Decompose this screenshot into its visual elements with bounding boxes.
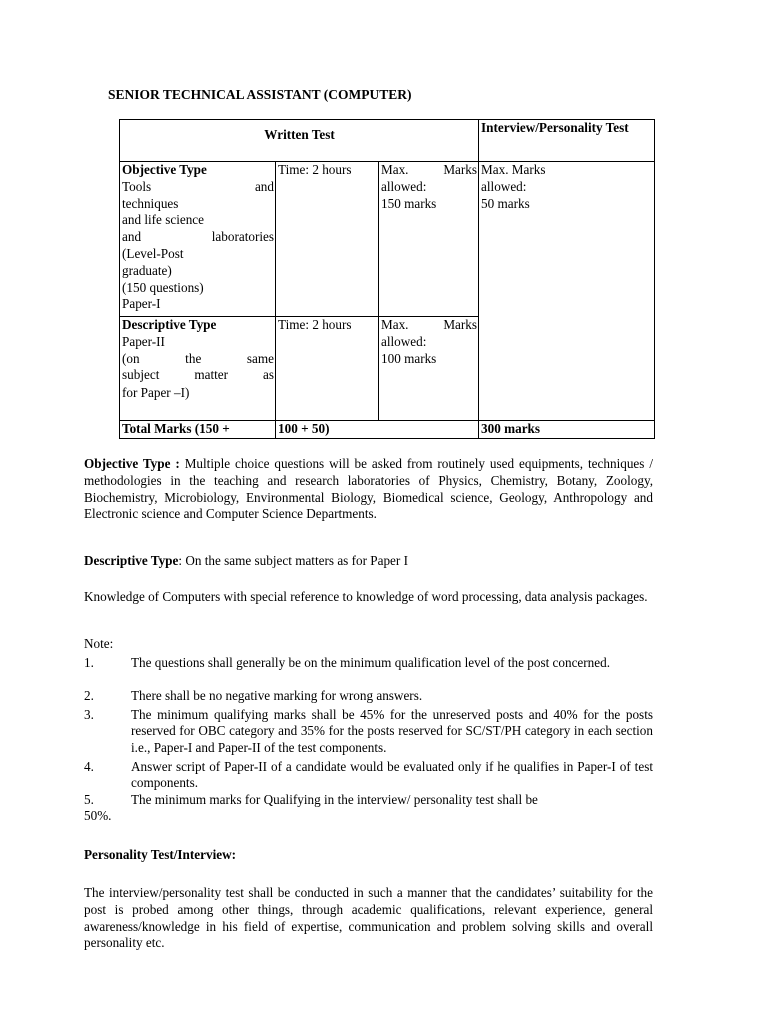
note-item bbox=[84, 688, 653, 704]
note-label: Note: bbox=[84, 636, 114, 651]
descriptive-max-marks-line: 100 marks bbox=[381, 350, 437, 366]
note-number: 2. bbox=[84, 688, 94, 703]
note-text: The questions shall generally be on the minimum qualification level of the post concerned. bbox=[131, 655, 611, 670]
interview-marks-line: 50 marks bbox=[481, 195, 530, 211]
note-number: 3. bbox=[84, 707, 94, 722]
note-item bbox=[84, 759, 653, 792]
descriptive-max-marks-line: Max. Marks bbox=[381, 317, 478, 332]
objective-max-marks-line: allowed: bbox=[381, 178, 427, 194]
descriptive-desc-line: for Paper –I) bbox=[122, 385, 190, 401]
note-text-tail: 50%. bbox=[84, 808, 112, 824]
descriptive-type-paragraph bbox=[84, 553, 653, 570]
objective-type-para-text: Multiple choice questions will be asked from routinely used equipments, techniques / methodologies in the teaching and research laboratories of Physics, Chemistry, Botany, Zoology, Biochemistry, Microbiology, Environmental Biology, Biomedical science, Geology, Anthropology and Electronic science and Computer Science Departments. bbox=[84, 456, 653, 522]
descriptive-max-marks-line: allowed: bbox=[381, 333, 427, 349]
objective-desc-line: graduate) bbox=[122, 262, 172, 278]
objective-desc-line: (Level-Post bbox=[122, 245, 184, 261]
descriptive-type-para-label: Descriptive Type bbox=[84, 553, 179, 568]
note-text: The minimum qualifying marks shall be 45% for the unreserved posts and 40% for the posts reserved for OBC category and 35% for the posts reserved for SC/ST/PH category in each section i.e., Paper-I and Paper-II of the test components. bbox=[131, 707, 653, 755]
objective-desc-line: and life science bbox=[122, 212, 205, 228]
total-marks-value: 300 marks bbox=[479, 421, 655, 439]
personality-paragraph: The interview/personality test shall be conducted in such a manner that the candidates’ suitability for the post is probed among other things, through academic qualifications, relevant experience, general awareness/knowledge in his field of expertise, communication and problem solving skills and overall personality etc. bbox=[84, 885, 653, 951]
objective-desc-line: Paper-I bbox=[122, 296, 161, 312]
note-text: There shall be no negative marking for wrong answers. bbox=[131, 688, 423, 703]
objective-type-para-label: Objective Type : bbox=[84, 456, 180, 471]
written-test-header: Written Test bbox=[120, 120, 479, 162]
note-item bbox=[84, 655, 653, 671]
note-item bbox=[84, 707, 653, 756]
objective-max-marks-line: 150 marks bbox=[381, 195, 437, 211]
descriptive-desc-line: Paper-II bbox=[122, 333, 165, 349]
personality-heading: Personality Test/Interview: bbox=[84, 847, 237, 862]
objective-desc-line: Tools and bbox=[122, 178, 274, 194]
objective-desc-line: and laboratories bbox=[122, 229, 274, 245]
objective-time-cell: Time: 2 hours bbox=[276, 162, 379, 317]
interview-header: Interview/Personality Test bbox=[479, 120, 655, 162]
objective-desc-line: techniques bbox=[122, 195, 179, 211]
descriptive-desc-line: (on the same bbox=[122, 350, 274, 366]
objective-type-cell bbox=[120, 162, 276, 317]
note-item bbox=[84, 792, 653, 825]
note-number: 5. bbox=[84, 792, 94, 807]
knowledge-paragraph: Knowledge of Computers with special reference to knowledge of word processing, data analysis packages. bbox=[84, 589, 648, 604]
interview-marks-line: Max. Marks bbox=[481, 162, 546, 177]
objective-type-label: Objective Type bbox=[122, 162, 207, 177]
interview-marks-line: allowed: bbox=[481, 178, 527, 194]
table-row bbox=[120, 162, 655, 317]
descriptive-desc-line: subject matter as bbox=[122, 367, 274, 383]
descriptive-time-cell: Time: 2 hours bbox=[276, 317, 379, 421]
page-title: SENIOR TECHNICAL ASSISTANT (COMPUTER) bbox=[108, 87, 412, 102]
descriptive-type-para-text: : On the same subject matters as for Paper I bbox=[178, 553, 408, 568]
objective-max-marks-line: Max. Marks bbox=[381, 162, 478, 177]
note-text: The minimum marks for Qualifying in the interview/ personality test shall be bbox=[131, 792, 538, 807]
table-total-row bbox=[120, 421, 655, 439]
objective-max-marks-cell bbox=[379, 162, 479, 317]
total-marks-sum: 100 + 50) bbox=[276, 421, 479, 439]
descriptive-max-marks-cell bbox=[379, 317, 479, 421]
interview-marks-cell bbox=[479, 162, 655, 421]
note-number: 1. bbox=[84, 655, 94, 670]
descriptive-type-label: Descriptive Type bbox=[122, 317, 217, 332]
note-number: 4. bbox=[84, 759, 94, 774]
descriptive-type-cell bbox=[120, 317, 276, 421]
table-header-row bbox=[120, 120, 655, 162]
total-marks-label: Total Marks (150 + bbox=[120, 421, 276, 439]
objective-type-paragraph bbox=[84, 456, 653, 523]
objective-desc-line: (150 questions) bbox=[122, 279, 204, 295]
note-text: Answer script of Paper-II of a candidate would be evaluated only if he qualifies in Paper-I of test components. bbox=[131, 759, 653, 791]
exam-scheme-table bbox=[119, 119, 655, 439]
